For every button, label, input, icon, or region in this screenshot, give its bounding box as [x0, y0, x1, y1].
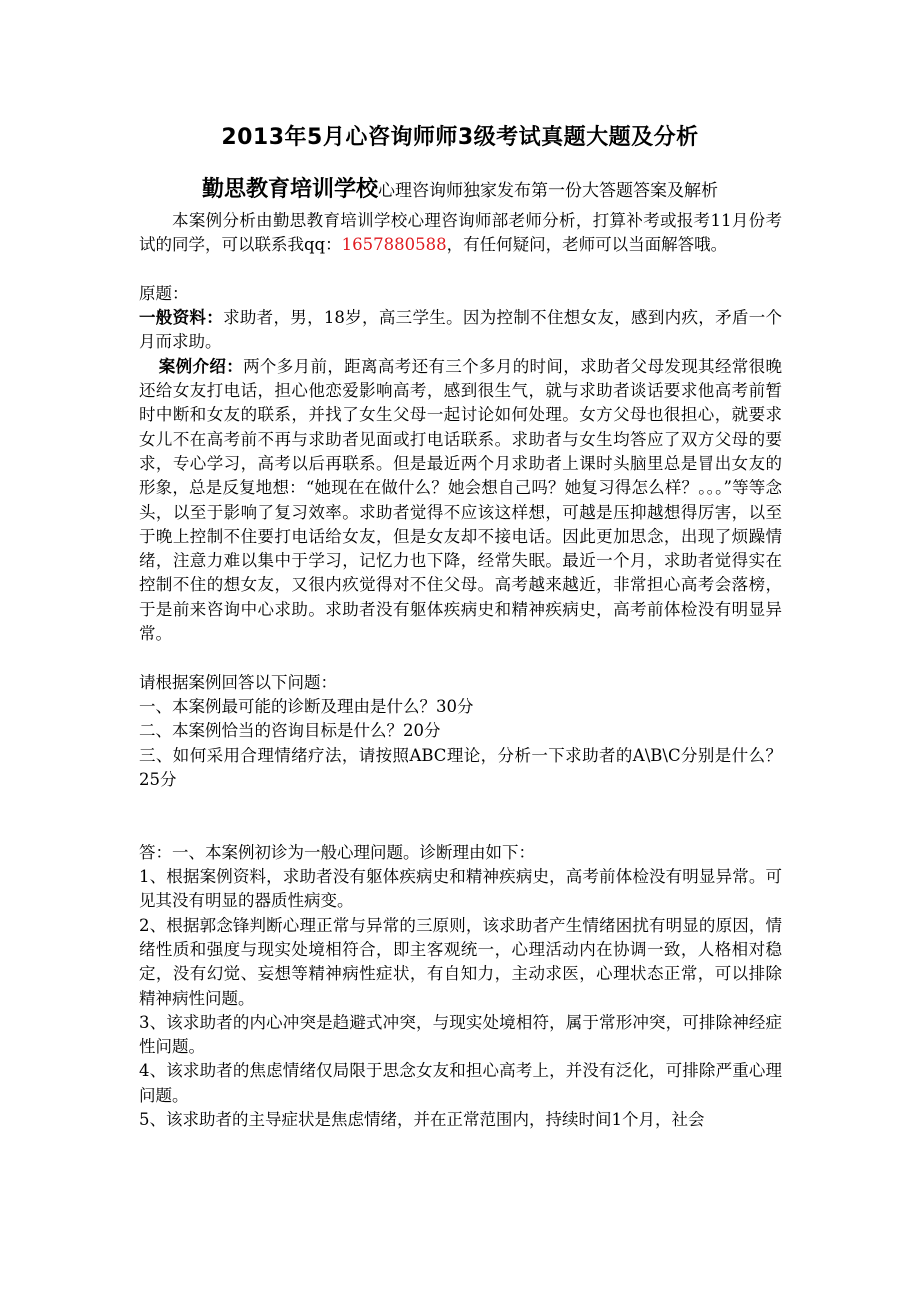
intro-paragraph [139, 209, 782, 258]
answer-item: 3、该求助者的内心冲突是趋避式冲突，与现实处境相符，属于常形冲突，可排除神经症性问题。 [139, 1012, 782, 1057]
subtitle-tagline: 心理咨询师独家发布第一份大答题答案及解析 [378, 181, 718, 201]
question-item: 一、本案例最可能的诊断及理由是什么？30分 [139, 696, 474, 716]
case-intro-text: 两个多月前，距离高考还有三个多月的时间，求助者父母发现其经常很晚还给女友打电话，担心他恋爱影响高考，感到很生气，就与求助者谈话要求他高考前暂时中断和女友的联系，并找了女生父母一起讨论如何处理。女方父母也很担心，就要求女儿不在高考前不再与求助者见面或打电话联系。求助者与女生均答应了双方父母的要求，专心学习，高考以后再联系。但是最近两个月求助者上课时头脑里总是冒出女友的形象，总是反复地想：“她现在在做什么？她会想自己吗？她复习得怎么样？。。。”等等念头，以至于影响了复习效率。求助者觉得不应该这样想，可越是压抑越想得厉害，以至于晚上控制不住要打电话给女友，但是女友却不接电话。因此更加思念，出现了烦躁情绪，注意力难以集中于学习，记忆力也下降，经常失眠。最近一个月，求助者觉得实在控制不住的想女友，又很内疚觉得对不住父母。高考越来越近，非常担心高考会落榜，于是前来咨询中心求助。求助者没有躯体疾病史和精神疾病史，高考前体检没有明显异常。 [139, 356, 783, 644]
intro-text-end: ，有任何疑问，老师可以当面解答哦。 [446, 235, 728, 255]
answer-item: 1、根据案例资料，求助者没有躯体疾病史和精神疾病史，高考前体检没有明显异常。可见其没有明显的器质性病变。 [139, 867, 782, 911]
document-body [139, 209, 782, 1132]
answer-item: 5、该求助者的主导症状是焦虑情绪，并在正常范围内，持续时间1个月，社会 [139, 1109, 705, 1129]
school-name: 勤思教育培训学校 [201, 177, 378, 202]
intro-text: 本案例分析由勤思教育培训学校心理咨询师部老师分析，打算补考或报考11月份考试的同学，可以联系我qq： [139, 211, 782, 255]
original-label: 原题： [139, 283, 189, 303]
general-info-label: 一般资料： [139, 308, 224, 328]
case-intro-paragraph [139, 355, 782, 647]
question-item: 三、如何采用合理情绪疗法，请按照ABC理论，分析一下求助者的A\B\C分别是什么？25分 [139, 745, 782, 789]
questions-prompt: 请根据案例回答以下问题： [139, 672, 337, 692]
question-item: 二、本案例恰当的咨询目标是什么？20分 [139, 721, 441, 741]
general-info-paragraph [139, 306, 782, 355]
answer-heading: 答：一、本案例初诊为一般心理问题。诊断理由如下： [139, 842, 535, 862]
qq-number: 1657880588 [341, 235, 447, 255]
page-subtitle [0, 172, 920, 203]
spacer [139, 646, 782, 670]
answer-item: 4、该求助者的焦虑情绪仅局限于思念女友和担心高考上，并没有泛化，可排除严重心理问题。 [139, 1061, 782, 1105]
general-info-text: 求助者，男，18岁，高三学生。因为控制不住想女友，感到内疚，矛盾一个月而求助。 [139, 308, 783, 352]
answer-item: 2、根据郭念锋判断心理正常与异常的三原则，该求助者产生情绪困扰有明显的原因，情绪性质和强度与现实处境相符合，即主客观统一，心理活动内在协调一致，人格相对稳定，没有幻觉、妄想等精神病性症状，有自知力，主动求医，心理状态正常，可以排除精神病性问题。 [139, 915, 782, 1008]
page-title: 2013年5月心咨询师师3级考试真题大题及分析 [221, 125, 699, 150]
spacer [139, 258, 782, 282]
spacer [139, 792, 782, 841]
case-intro-label: 案例介绍： [158, 356, 244, 376]
